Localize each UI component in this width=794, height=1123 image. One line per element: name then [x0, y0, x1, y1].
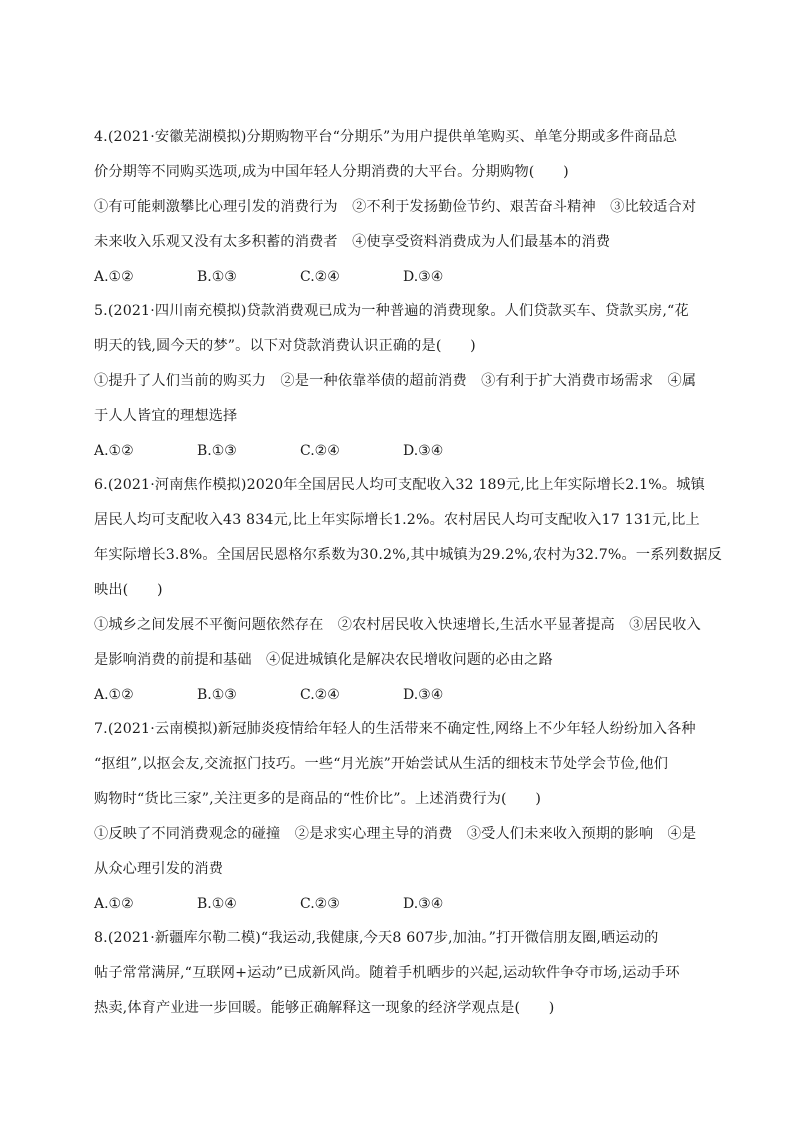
question-7-stem [94, 720, 702, 809]
question-7-options [94, 825, 702, 879]
question-4-stem-line-2: 价分期等不同购买选项,成为中国年轻人分期消费的大平台。分期购物( ) [94, 164, 569, 180]
question-7-stem-line-1: 7.(2021·云南模拟)新冠肺炎疫情给年轻人的生活带来不确定性,网络上不少年轻人纷纷加入各种 [94, 721, 696, 737]
choice-d: D.③④ [403, 269, 444, 285]
question-4-stem-line-1: 4.(2021·安徽芜湖模拟)分期购物平台“分期乐”为用户提供单笔购买、单笔分期或多件商品总 [94, 129, 678, 145]
document-page [94, 128, 722, 1034]
question-8-stem-line-2: 帖子常常满屏,“互联网+运动”已成新风尚。随着手机晒步的兴起,运动软件争夺市场,运动手环 [94, 965, 680, 981]
question-7-choices [94, 895, 702, 914]
choice-b: B.①③ [197, 269, 237, 285]
question-8-stem-line-3: 热卖,体育产业进一步回暖。能够正确解释这一现象的经济学观点是( ) [94, 1000, 555, 1016]
question-6 [94, 476, 722, 705]
question-4-options [94, 198, 702, 252]
choice-a: A.①② [94, 687, 134, 703]
question-7-stem-line-3: 购物时“货比三家”,关注更多的是商品的“性价比”。上述消费行为( ) [94, 791, 542, 807]
choice-b: B.①③ [197, 443, 237, 459]
question-6-option-line-1: ①城乡之间发展不平衡问题依然存在 ②农村居民收入快速增长,生活水平显著提高 ③居民收入 [94, 617, 701, 633]
question-6-options [94, 616, 702, 670]
choice-c: C.②③ [300, 896, 340, 912]
choice-b: B.①④ [197, 896, 237, 912]
choice-c: C.②④ [300, 269, 340, 285]
question-4 [94, 128, 702, 287]
choice-d: D.③④ [403, 896, 444, 912]
question-8-stem [94, 929, 702, 1018]
question-5-option-line-2: 于人人皆宜的理想选择 [94, 408, 238, 424]
question-6-stem-line-2: 居民人均可支配收入43 834元,比上年实际增长1.2%。农村居民人均可支配收入17 131元,比上 [94, 512, 700, 528]
question-4-option-line-1: ①有可能刺激攀比心理引发的消费行为 ②不利于发扬勤俭节约、艰苦奋斗精神 ③比较适合对 [94, 199, 697, 215]
question-6-stem [94, 476, 722, 600]
choice-d: D.③④ [403, 687, 444, 703]
question-7 [94, 720, 702, 914]
question-5-option-line-1: ①提升了人们当前的购买力 ②是一种依靠举债的超前消费 ③有利于扩大消费市场需求 ④属 [94, 373, 697, 389]
question-5-stem-line-1: 5.(2021·四川南充模拟)贷款消费观已成为一种普遍的消费现象。人们贷款买车、贷款买房,“花 [94, 303, 689, 319]
choice-c: C.②④ [300, 687, 340, 703]
question-7-option-line-1: ①反映了不同消费观念的碰撞 ②是求实心理主导的消费 ③受人们未来收入预期的影响 ④是 [94, 826, 697, 842]
question-4-stem [94, 128, 702, 182]
question-6-stem-line-3: 年实际增长3.8%。全国居民恩格尔系数为30.2%,其中城镇为29.2%,农村为32.7%。一系列数据反 [94, 547, 722, 563]
question-4-choices [94, 268, 702, 287]
question-5 [94, 302, 702, 461]
question-8 [94, 929, 702, 1018]
question-5-options [94, 372, 702, 426]
question-4-option-line-2: 未来收入乐观又没有太多积蓄的消费者 ④使享受资料消费成为人们最基本的消费 [94, 234, 611, 250]
question-5-stem [94, 302, 702, 356]
question-5-stem-line-2: 明天的钱,圆今天的梦”。以下对贷款消费认识正确的是( ) [94, 338, 476, 354]
choice-d: D.③④ [403, 443, 444, 459]
question-7-option-line-2: 从众心理引发的消费 [94, 861, 224, 877]
question-6-option-line-2: 是影响消费的前提和基础 ④促进城镇化是解决农民增收问题的必由之路 [94, 652, 553, 668]
choice-c: C.②④ [300, 443, 340, 459]
choice-a: A.①② [94, 443, 134, 459]
question-6-stem-line-4: 映出( ) [94, 582, 163, 598]
question-6-stem-line-1: 6.(2021·河南焦作模拟)2020年全国居民人均可支配收入32 189元,比上年实际增长2.1%。城镇 [94, 477, 705, 493]
choice-a: A.①② [94, 896, 134, 912]
choice-a: A.①② [94, 269, 134, 285]
choice-b: B.①③ [197, 687, 237, 703]
question-6-choices [94, 686, 702, 705]
question-5-choices [94, 442, 702, 461]
question-7-stem-line-2: “抠组”,以抠会友,交流抠门技巧。一些“月光族”开始尝试从生活的细枝末节处学会节俭,他们 [94, 756, 669, 772]
question-8-stem-line-1: 8.(2021·新疆库尔勒二模)“我运动,我健康,今天8 607步,加油。”打开微信朋友圈,晒运动的 [94, 930, 659, 946]
